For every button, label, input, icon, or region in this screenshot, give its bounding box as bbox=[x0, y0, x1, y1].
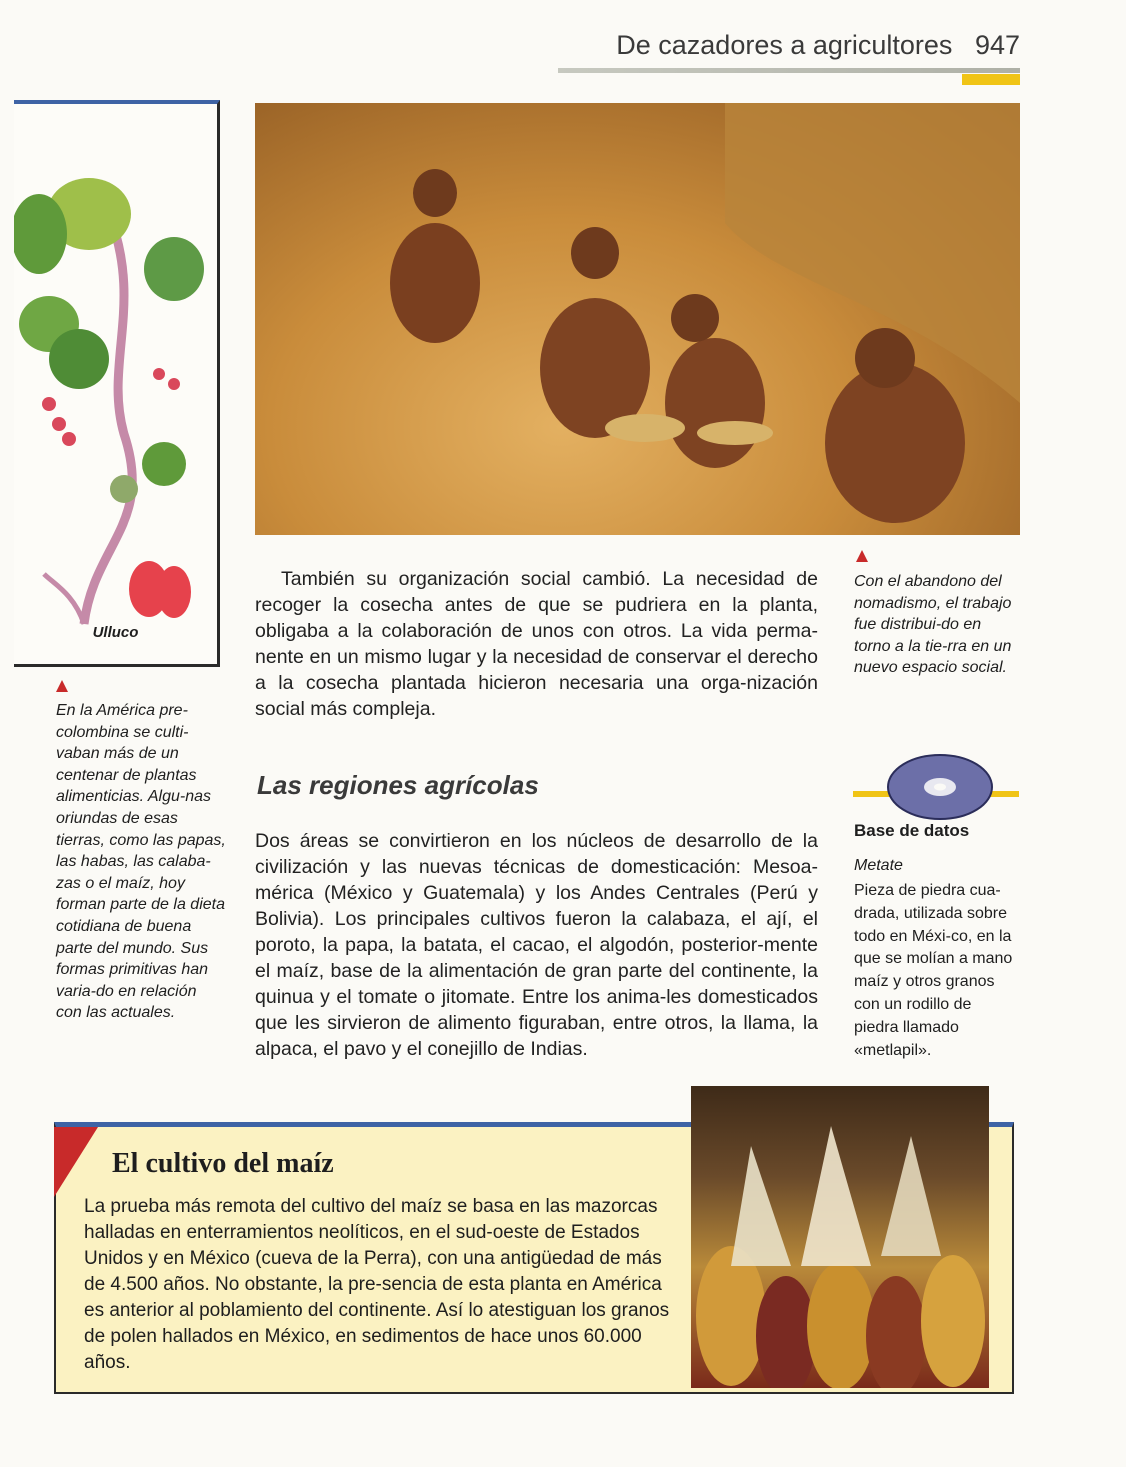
header-accent bbox=[962, 74, 1020, 85]
corn-photo bbox=[691, 1086, 989, 1388]
box-text: La prueba más remota del cultivo del maíz se basa en las mazorcas halladas en enterramientos neolíticos, en el sud-oeste de Estados Unidos y en México (cueva de la Perra), con una antigüedad de más de 4.500 años. No obstante, la pre-sencia de esta planta en América es anterior al poblamiento del continente. Así lo atestiguan los granos de polen hallados en México, en sedimentos de hace unos 60.000 años. bbox=[84, 1196, 670, 1373]
diorama-image bbox=[255, 103, 1020, 535]
page-number: 947 bbox=[974, 30, 1020, 60]
plant-label: Ulluco bbox=[92, 624, 139, 641]
database-definition: Pieza de piedra cua-drada, utilizada sobre todo en Méxi-co, en la que se molían a mano maíz y otros granos con un rodillo de piedra llamado «metlapil». bbox=[854, 882, 1013, 1059]
header-rule bbox=[558, 68, 1020, 73]
paragraph-1: También su organización social cambió. La necesidad de recoger la cosecha antes de que se pudriera en la planta, obligaba a la colaboración de unos con otros. La vida perma-nente en un mismo lugar y la necesidad de conservar el derecho a la cosecha plantada hicieron necesaria una orga-nización social más compleja. bbox=[255, 568, 818, 720]
corn-image bbox=[691, 1086, 989, 1388]
caption-marker-icon bbox=[56, 680, 68, 692]
plant-illustration-panel bbox=[14, 100, 220, 667]
caption-right: Con el abandono del nomadismo, el trabajo fue distribui-do en torno a la tie-rra en un nuevo espacio social. bbox=[854, 573, 1012, 677]
cd-icon bbox=[885, 752, 995, 827]
caption-marker-icon bbox=[856, 550, 868, 562]
header-title: De cazadores a agricultores bbox=[616, 30, 953, 60]
box-accent bbox=[54, 1127, 98, 1197]
section-heading: Las regiones agrícolas bbox=[257, 770, 539, 800]
caption-left: En la América pre-colombina se culti-vaban más de un centenar de plantas alimenticias. Algu-nas oriundas de esas tierras, como las papas, las habas, las calaba-zas o el maíz, hoy forman parte de la dieta cotidiana de buena parte del mundo. Sus formas primitivas han varia-do en relación con las actuales. bbox=[56, 702, 226, 1022]
database-term: Metate bbox=[854, 857, 903, 874]
ulluco-illustration bbox=[14, 104, 217, 664]
paragraph-2: Dos áreas se convirtieron en los núcleos de desarrollo de la civilización y las nuevas técnicas de domesticación: Mesoa-mérica (México y Guatemala) y los Andes Centrales (Perú y Bolivia). Los principales cultivos fueron la calabaza, el ají, el poroto, la papa, la batata, el cacao, el algodón, posterior-mente el maíz, base de la alimentación de gran parte del continente, la quinua y el tomate o jitomate. Entre los anima-les domesticados que les sirvieron de alimento figuraban, entre otros, la llama, la alpaca, el pavo y el conejillo de Indias. bbox=[255, 830, 818, 1060]
database-title: Base de datos bbox=[854, 821, 970, 840]
main-photo bbox=[255, 103, 1020, 535]
page-header bbox=[600, 30, 1020, 61]
box-title: El cultivo del maíz bbox=[112, 1148, 334, 1179]
